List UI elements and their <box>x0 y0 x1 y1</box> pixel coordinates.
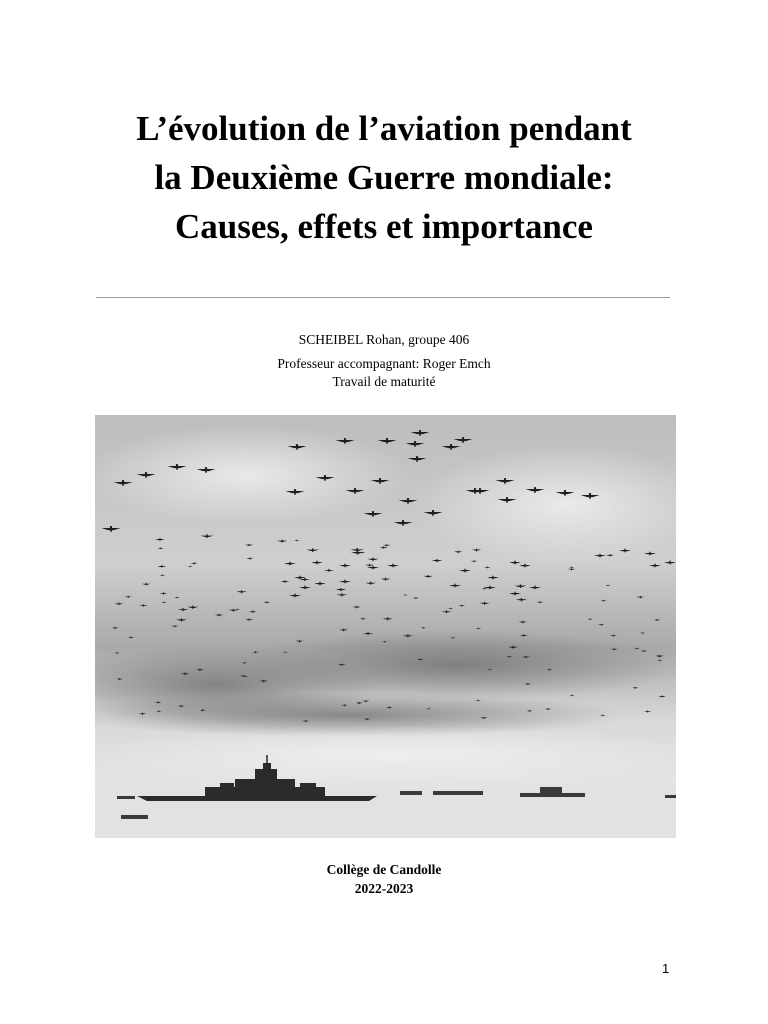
cover-photograph <box>95 415 676 838</box>
school-year: 2022-2023 <box>354 881 414 896</box>
title-line-3: Causes, effets et importance <box>175 207 593 246</box>
horizontal-divider <box>96 297 670 298</box>
author-line: SCHEIBEL Rohan, groupe 406 <box>298 332 470 347</box>
document-title <box>60 104 708 251</box>
school-name: Collège de Candolle <box>326 862 442 877</box>
school-block <box>0 860 768 898</box>
page-number: 1 <box>662 961 670 976</box>
advisor-block <box>0 355 768 391</box>
title-line-2: la Deuxième Guerre mondiale: <box>154 158 614 197</box>
title-line-1: L’évolution de l’aviation pendant <box>136 109 632 148</box>
advisor-line: Professeur accompagnant: Roger Emch <box>277 356 491 371</box>
work-type-line: Travail de maturité <box>332 374 436 389</box>
